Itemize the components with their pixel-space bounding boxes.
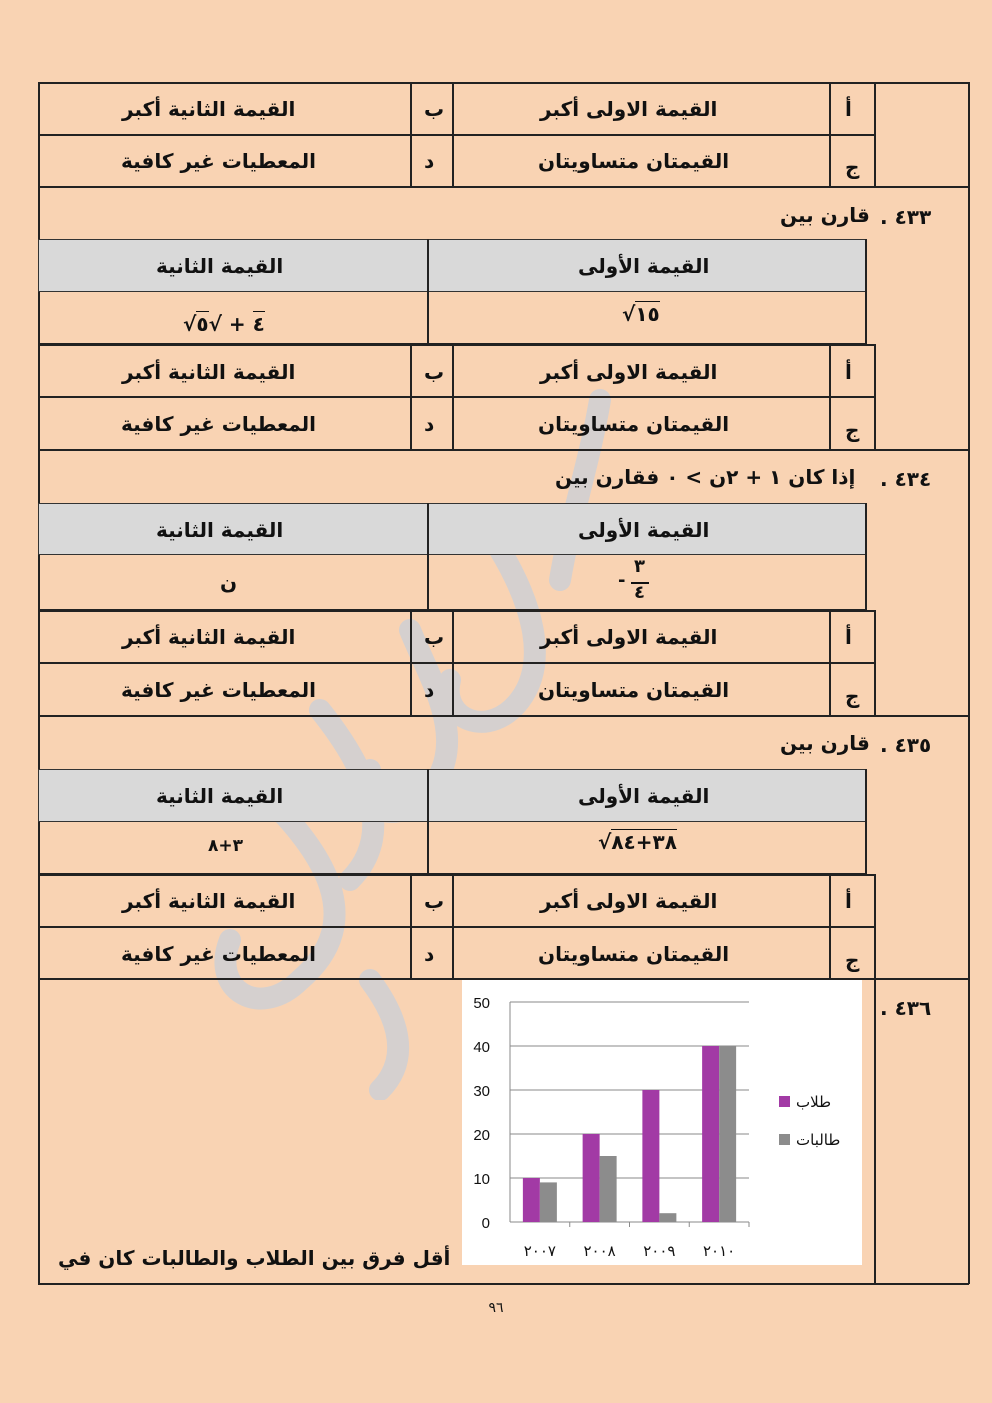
q433-first-value: √١٥ [622, 302, 660, 326]
bar-male [523, 1178, 540, 1222]
q436-prompt: أقل فرق بين الطلاب والطالبات كان في [58, 1246, 451, 1270]
q435-choice-d-text: المعطيات غير كافية [121, 942, 317, 966]
y-tick-label: 20 [473, 1127, 490, 1144]
q434-first-value: - ٣ ٤ [618, 558, 658, 608]
q435-header-first: القيمة الأولى [578, 784, 710, 808]
q435-choice-c-text: القيمتان متساويتان [538, 942, 730, 966]
x-tick-label: ٢٠٠٧ [523, 1242, 556, 1260]
q435-header-second: القيمة الثانية [156, 784, 284, 808]
q433-choice-c-text: القيمتان متساويتان [538, 412, 730, 436]
q433-number: ٤٣٣ . [880, 205, 932, 229]
bar-male [702, 1046, 719, 1222]
y-tick-label: 30 [473, 1083, 490, 1100]
q435-second-value: ٣+٨ [208, 836, 244, 856]
bar-male [583, 1134, 600, 1222]
bar-chart-svg [462, 980, 862, 1265]
bar-female [540, 1182, 557, 1222]
choice-a-text: القيمة الاولى أكبر [540, 97, 718, 121]
choice-d-text: المعطيات غير كافية [121, 149, 317, 173]
choice-c-text: القيمتان متساويتان [538, 149, 730, 173]
q434-choice-c-text: القيمتان متساويتان [538, 678, 730, 702]
q433-choice-a-letter: أ [845, 360, 852, 384]
q436-number: ٤٣٦ . [880, 996, 932, 1020]
q435-prompt: قارن بين [780, 731, 870, 755]
q433-choice-b-text: القيمة الثانية أكبر [122, 360, 296, 384]
x-tick-label: ٢٠٠٨ [583, 1242, 616, 1260]
q434-choice-d-letter: د [424, 678, 435, 702]
q433-choice-d-letter: د [424, 412, 435, 436]
q434-number: ٤٣٤ . [880, 467, 932, 491]
q435-choice-a-text: القيمة الاولى أكبر [540, 889, 718, 913]
legend-swatch [779, 1096, 790, 1107]
x-tick-label: ٢٠٠٩ [643, 1242, 676, 1260]
bar-female [600, 1156, 617, 1222]
q433-header-second: القيمة الثانية [156, 254, 284, 278]
q433-choice-c-letter: ج [845, 418, 860, 442]
bar-male [642, 1090, 659, 1222]
q434-header-second: القيمة الثانية [156, 518, 284, 542]
page-number: ٩٦ [488, 1300, 504, 1316]
q435-choice-d-letter: د [424, 942, 435, 966]
choice-d-letter: د [424, 149, 435, 173]
q434-choice-c-letter: ج [845, 684, 860, 708]
choice-a-letter: أ [845, 97, 852, 121]
q435-first-value: √٣٨+٨٤ [598, 830, 677, 854]
choice-b-text: القيمة الثانية أكبر [122, 97, 296, 121]
legend-swatch [779, 1134, 790, 1145]
q434-choice-b-letter: ب [424, 625, 445, 649]
q434-choice-a-text: القيمة الاولى أكبر [540, 625, 718, 649]
q433-prompt: قارن بين [780, 203, 870, 227]
q434-choice-d-text: المعطيات غير كافية [121, 678, 317, 702]
q435-choice-a-letter: أ [845, 889, 852, 913]
q435-number: ٤٣٥ . [880, 733, 932, 757]
q433-header-first: القيمة الأولى [578, 254, 710, 278]
y-tick-label: 10 [473, 1171, 490, 1188]
q433-choice-b-letter: ب [424, 360, 445, 384]
bar-female [719, 1046, 736, 1222]
y-tick-label: 50 [473, 995, 490, 1012]
q433-second-value: √ ٤ + √٥ [183, 312, 265, 336]
choice-b-letter: ب [424, 97, 445, 121]
q435-choice-b-text: القيمة الثانية أكبر [122, 889, 296, 913]
q435-choice-c-letter: ج [845, 948, 860, 972]
q434-choice-a-letter: أ [845, 625, 852, 649]
legend-label: طلاب [796, 1093, 832, 1111]
q434-choice-b-text: القيمة الثانية أكبر [122, 625, 296, 649]
y-tick-label: 40 [473, 1039, 490, 1056]
q433-choice-d-text: المعطيات غير كافية [121, 412, 317, 436]
q434-second-value: ن [220, 570, 238, 594]
bar-female [659, 1213, 676, 1222]
y-tick-label: 0 [481, 1215, 490, 1232]
q434-prompt: إذا كان ١ + ٢ن > ٠ فقارن بين [555, 465, 856, 489]
legend-label: طالبات [796, 1131, 841, 1149]
choice-c-letter: ج [845, 155, 860, 179]
q433-choice-a-text: القيمة الاولى أكبر [540, 360, 718, 384]
q434-header-first: القيمة الأولى [578, 518, 710, 542]
x-tick-label: ٢٠١٠ [703, 1242, 736, 1260]
q435-choice-b-letter: ب [424, 889, 445, 913]
bar-chart [462, 980, 862, 1265]
